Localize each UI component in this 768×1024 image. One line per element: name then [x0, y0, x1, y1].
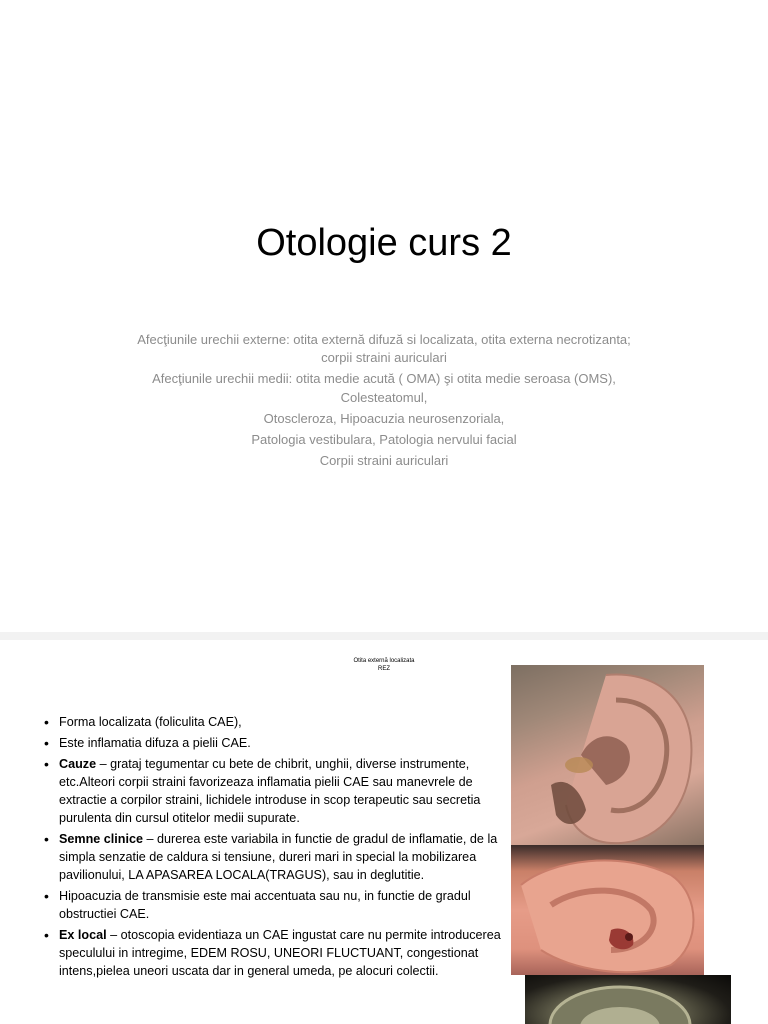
bullet-bold-label: Cauze — [59, 757, 97, 771]
subtitle-line: Patologia vestibulara, Patologia nervului facial — [251, 432, 517, 448]
bullet-item — [44, 887, 504, 923]
bullet-bold-label: Ex local — [59, 928, 107, 942]
ear-illustration-2 — [511, 845, 704, 975]
subtitle-line: Afecţiunile urechii medii: otita medie acută ( OMA) şi otita medie seroasa (OMS), Colesteatomul, — [152, 371, 616, 405]
bullet-list — [44, 713, 504, 983]
bullet-text: Forma localizata (foliculita CAE), — [59, 715, 242, 729]
slide-otita-externa — [0, 640, 768, 1024]
subtitle-line: Corpii straini auriculari — [319, 453, 449, 469]
slide-heading-line1: Otita externă localizata — [353, 658, 415, 664]
ear-illustration-1 — [511, 665, 704, 845]
bullet-text: – durerea este variabila in functie de gradul de inflamatie, de la simpla senzatie de caldura si tensiune, dureri mari in special la mobilizarea pavilionului, LA APASAREA LOCALA(TRAGUS), sau in deglutitie. — [59, 832, 498, 882]
bullet-item — [44, 713, 504, 731]
subtitle-line: Afecţiunile urechii externe: otita externă difuză si localizata, otita externa necrotizanta; corpii straini auriculari — [137, 332, 631, 366]
ear-photo-2 — [511, 845, 704, 975]
bullet-item — [44, 755, 504, 827]
bullet-text: – otoscopia evidentiaza un CAE ingustat care nu permite introducerea speculului in intregime, EDEM ROSU, UNEORI FLUCTUANT, congestionat intens,pielea uneori uscata dar in general umeda, pe alocuri colectii. — [59, 928, 501, 978]
ear-photo-1 — [511, 665, 704, 845]
slide-subtitle — [130, 331, 638, 473]
slide-heading — [284, 657, 484, 673]
bullet-item — [44, 734, 504, 752]
slide-divider — [0, 632, 768, 640]
bullet-item — [44, 926, 504, 980]
otoscopy-illustration — [525, 975, 731, 1024]
bullet-text: – grataj tegumentar cu bete de chibrit, unghii, diverse instrumente, etc.Alteori corpii straini favorizeaza inflamatia pielii CAE sau manevrele de extractie a corpilor straini, lichidele introduse in scop terapeutic sau secretia purulenta din cursul otitelor medii supurate. — [59, 757, 481, 825]
slide-main-title: Otologie curs 2 — [256, 222, 512, 264]
bullet-text: Hipoacuzia de transmisie este mai accentuata sau nu, in functie de gradul obstructiei CAE. — [59, 889, 471, 921]
otoscopy-photo — [525, 975, 731, 1024]
slide-heading-line2: REZ — [378, 666, 390, 672]
bullet-bold-label: Semne clinice — [59, 832, 143, 846]
bullet-text: Este inflamatia difuza a pielii CAE. — [59, 736, 251, 750]
bullet-item — [44, 830, 504, 884]
subtitle-line: Otoscleroza, Hipoacuzia neurosenzoriala, — [263, 410, 505, 426]
